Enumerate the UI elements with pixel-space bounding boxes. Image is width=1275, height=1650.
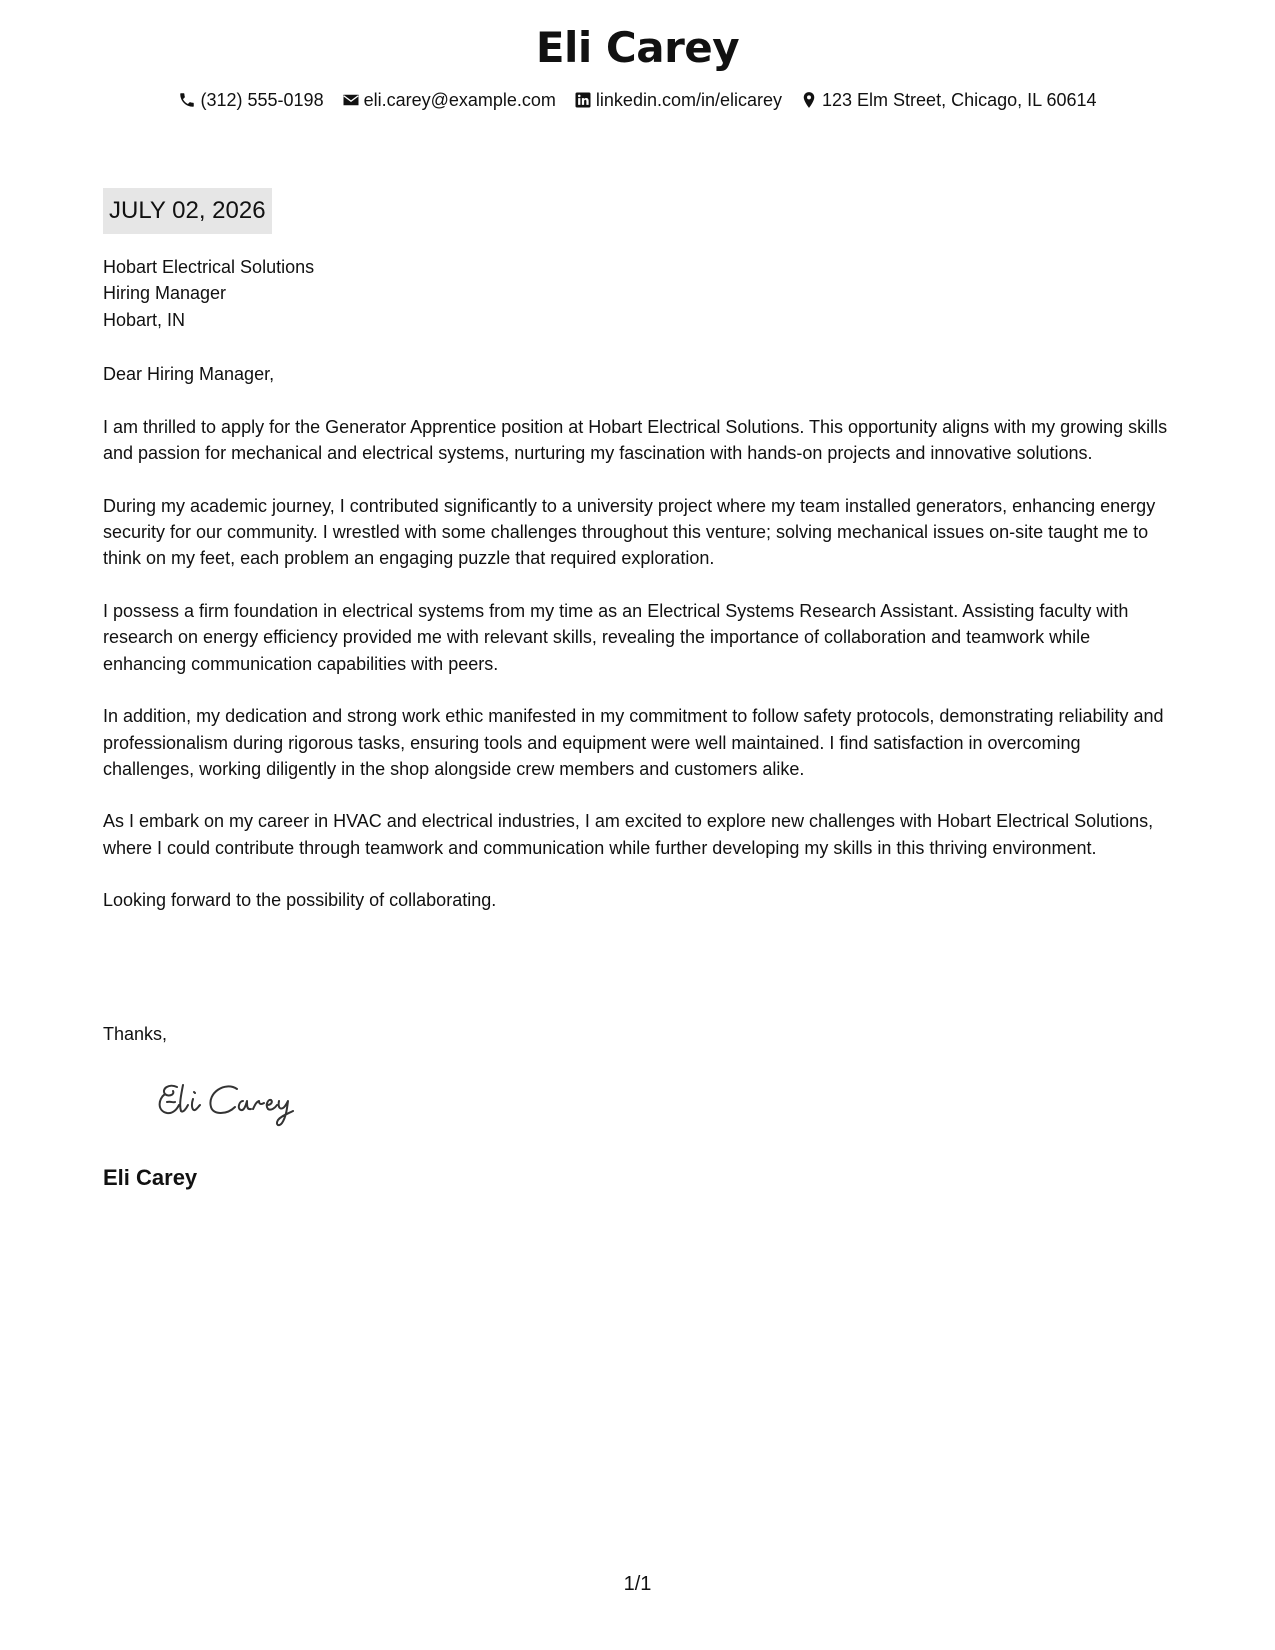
contact-row — [0, 88, 1275, 112]
signed-name: Eli Carey — [103, 1165, 198, 1190]
letter-header — [0, 20, 1275, 112]
closing: Thanks, — [103, 1024, 168, 1044]
body-paragraph: Looking forward to the possibility of collaborating. — [103, 890, 497, 911]
body-paragraph: I am thrilled to apply for the Generator Apprentice position at Hobart Electrical Solutions. This opportunity aligns with my growing skills and passion for mechanical and electrical systems, nurturing my fascination with hands-on projects and innovative solutions. — [103, 417, 1168, 464]
linkedin-icon — [574, 91, 592, 109]
phone-icon — [178, 91, 196, 109]
page-number: 1/1 — [623, 1573, 652, 1595]
applicant-name: Eli Carey — [535, 23, 740, 72]
map-pin-icon — [800, 91, 818, 109]
contact-email — [342, 88, 556, 112]
salutation: Dear Hiring Manager, — [103, 364, 275, 384]
letter-date: JULY 02, 2026 — [103, 188, 272, 234]
email-text: eli.carey@example.com — [363, 90, 556, 110]
envelope-icon — [342, 91, 360, 109]
phone-text: (312) 555-0198 — [200, 90, 324, 110]
body-paragraph: In addition, my dedication and strong work ethic manifested in my commitment to follow safety protocols, demonstrating reliability and professionalism during rigorous tasks, ensuring tools and equipment were well maintained. I find satisfaction in overcoming challenges, working diligently in the shop alongside crew members and customers alike. — [103, 706, 1164, 779]
body-paragraph: During my academic journey, I contributed significantly to a university project where my team installed generators, enhancing energy security for our community. I wrestled with some challenges throughout this venture; solving mechanical issues on-site taught me to think on my feet, each problem an engaging puzzle that required exploration. — [103, 495, 1156, 569]
handwritten-signature — [155, 1075, 315, 1130]
contact-address — [800, 88, 1097, 112]
linkedin-text: linkedin.com/in/elicarey — [595, 90, 783, 110]
address-text: 123 Elm Street, Chicago, IL 60614 — [822, 90, 1097, 110]
body-paragraph: As I embark on my career in HVAC and electrical industries, I am excited to explore new challenges with Hobart Electrical Solutions, where I could contribute through teamwork and communication while further developing my skills in this thriving environment. — [103, 811, 1154, 858]
contact-phone — [178, 88, 323, 112]
recipient-block — [103, 254, 1173, 333]
contact-linkedin — [574, 88, 782, 112]
recipient-title: Hiring Manager — [103, 283, 227, 304]
recipient-location: Hobart, IN — [103, 309, 186, 330]
body-paragraph: I possess a firm foundation in electrical systems from my time as an Electrical Systems Research Assistant. Assisting faculty with research on energy efficiency provided me with relevant skills, revealing the importance of collaboration and teamwork while enhancing communication capabilities with peers. — [103, 601, 1129, 674]
letter-body — [103, 414, 1173, 914]
recipient-company: Hobart Electrical Solutions — [103, 257, 315, 277]
